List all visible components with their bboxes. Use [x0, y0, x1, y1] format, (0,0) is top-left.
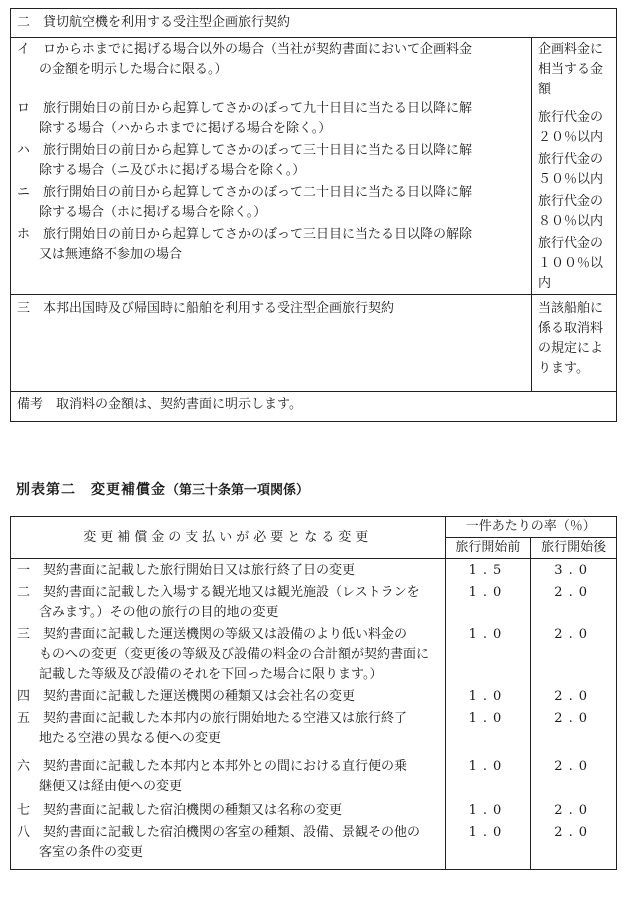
- rate-before: 1.0: [445, 581, 531, 623]
- change-description: 八 契約書面に記載した宿泊機関の客室の種類、設備、景観その他の 客室の条件の変更: [11, 821, 446, 870]
- rate-after: 2.0: [531, 623, 617, 685]
- table-row: [11, 623, 617, 685]
- rate-before: 1.5: [445, 559, 531, 582]
- rate-after: 2.0: [531, 821, 617, 870]
- rate-after: 2.0: [531, 797, 617, 821]
- change-description: 二 契約書面に記載した入場する観光地又は観光施設（レストランを 含みます。）その他の旅行の目的地の変更: [11, 581, 446, 623]
- change-description: 四 契約書面に記載した運送機関の種類又は会社名の変更: [11, 685, 446, 707]
- table-row: [11, 749, 617, 797]
- section2-fees: [532, 38, 617, 295]
- appendix-subtitle: （第三十条第一項関係）: [166, 483, 310, 498]
- section2-heading: 二 貸切航空機を利用する受注型企画旅行契約: [11, 9, 617, 38]
- rate-after: 2.0: [531, 707, 617, 749]
- rate-before: 1.0: [445, 707, 531, 749]
- remarks: 備考 取消料の金額は、契約書面に明示します。: [11, 392, 617, 422]
- fee-ro: 旅行代金の ２０％以内: [538, 110, 604, 145]
- col-header-after: 旅行開始後: [531, 538, 617, 559]
- fee-i: 企画料金に 相当する金 額: [538, 42, 604, 97]
- rate-before: 1.0: [445, 821, 531, 870]
- table-row: [11, 559, 617, 582]
- section2-conditions: [11, 38, 532, 295]
- condition-ha: ハ 旅行開始日の前日から起算してさかのぼって三十日目に当たる日以降に解 除する場合（ニ及びホに掲げる場合を除く。）: [17, 143, 473, 178]
- table-row: [11, 581, 617, 623]
- appendix-title: [16, 480, 309, 501]
- rate-before: 1.0: [445, 749, 531, 797]
- condition-i: イ ロからホまでに掲げる場合以外の場合（当社が契約書面において企画料金 の金額を明示した場合に限る。）: [17, 42, 473, 77]
- table-row: [11, 685, 617, 707]
- condition-ni: ニ 旅行開始日の前日から起算してさかのぼって二十日目に当たる日以降に解 除する場合（ホに掲げる場合を除く。）: [17, 185, 473, 220]
- section2-body-row: [11, 38, 617, 295]
- rate-after: 3.0: [531, 559, 617, 582]
- col-header-change: 変更補償金の支払いが必要となる変更: [11, 517, 446, 559]
- rate-after: 2.0: [531, 749, 617, 797]
- header-row-1: [11, 517, 617, 538]
- change-description: 三 契約書面に記載した運送機関の等級又は設備のより低い料金の ものへの変更（変更後の等級及び設備の料金の合計額が契約書面に 記載した等級及び設備のそれを下回った場合に限ります。）: [11, 623, 446, 685]
- col-header-before: 旅行開始前: [445, 538, 531, 559]
- change-description: 五 契約書面に記載した本邦内の旅行開始地たる空港又は旅行終了 地たる空港の異なる便への変更: [11, 707, 446, 749]
- col-header-rate: 一件あたりの率（％）: [445, 517, 616, 538]
- section3-heading: 三 本邦出国時及び帰国時に船舶を利用する受注型企画旅行契約: [11, 295, 532, 392]
- change-description: 一 契約書面に記載した旅行開始日又は旅行終了日の変更: [11, 559, 446, 582]
- remarks-row: [11, 392, 617, 422]
- table-row: [11, 821, 617, 870]
- cancellation-fee-table: [10, 8, 617, 422]
- section3-fee: 当該船舶に 係る取消料 の規定によ ります。: [532, 295, 617, 392]
- fee-ha: 旅行代金の ５０％以内: [538, 152, 604, 187]
- rate-before: 1.0: [445, 685, 531, 707]
- table-row: [11, 797, 617, 821]
- rate-before: 1.0: [445, 797, 531, 821]
- change-description: 七 契約書面に記載した宿泊機関の種類又は名称の変更: [11, 797, 446, 821]
- section2-heading-row: [11, 9, 617, 38]
- section3-row: [11, 295, 617, 392]
- change-description: 六 契約書面に記載した本邦内と本邦外との間における直行便の乗 継便又は経由便への変更: [11, 749, 446, 797]
- fee-ni: 旅行代金の ８０％以内: [538, 194, 604, 229]
- condition-ro: ロ 旅行開始日の前日から起算してさかのぼって九十日目に当たる日以降に解 除する場合（ハからホまでに掲げる場合を除く。）: [17, 101, 473, 136]
- fee-ho: 旅行代金の １００％以 内: [538, 236, 604, 291]
- rate-after: 2.0: [531, 685, 617, 707]
- rate-before: 1.0: [445, 623, 531, 685]
- rate-after: 2.0: [531, 581, 617, 623]
- appendix-title-main: 別表第二 変更補償金: [16, 482, 166, 498]
- table-row: [11, 707, 617, 749]
- change-compensation-table: [10, 516, 617, 870]
- condition-ho: ホ 旅行開始日の前日から起算してさかのぼって三日目に当たる日以降の解除 又は無連絡不参加の場合: [17, 227, 473, 262]
